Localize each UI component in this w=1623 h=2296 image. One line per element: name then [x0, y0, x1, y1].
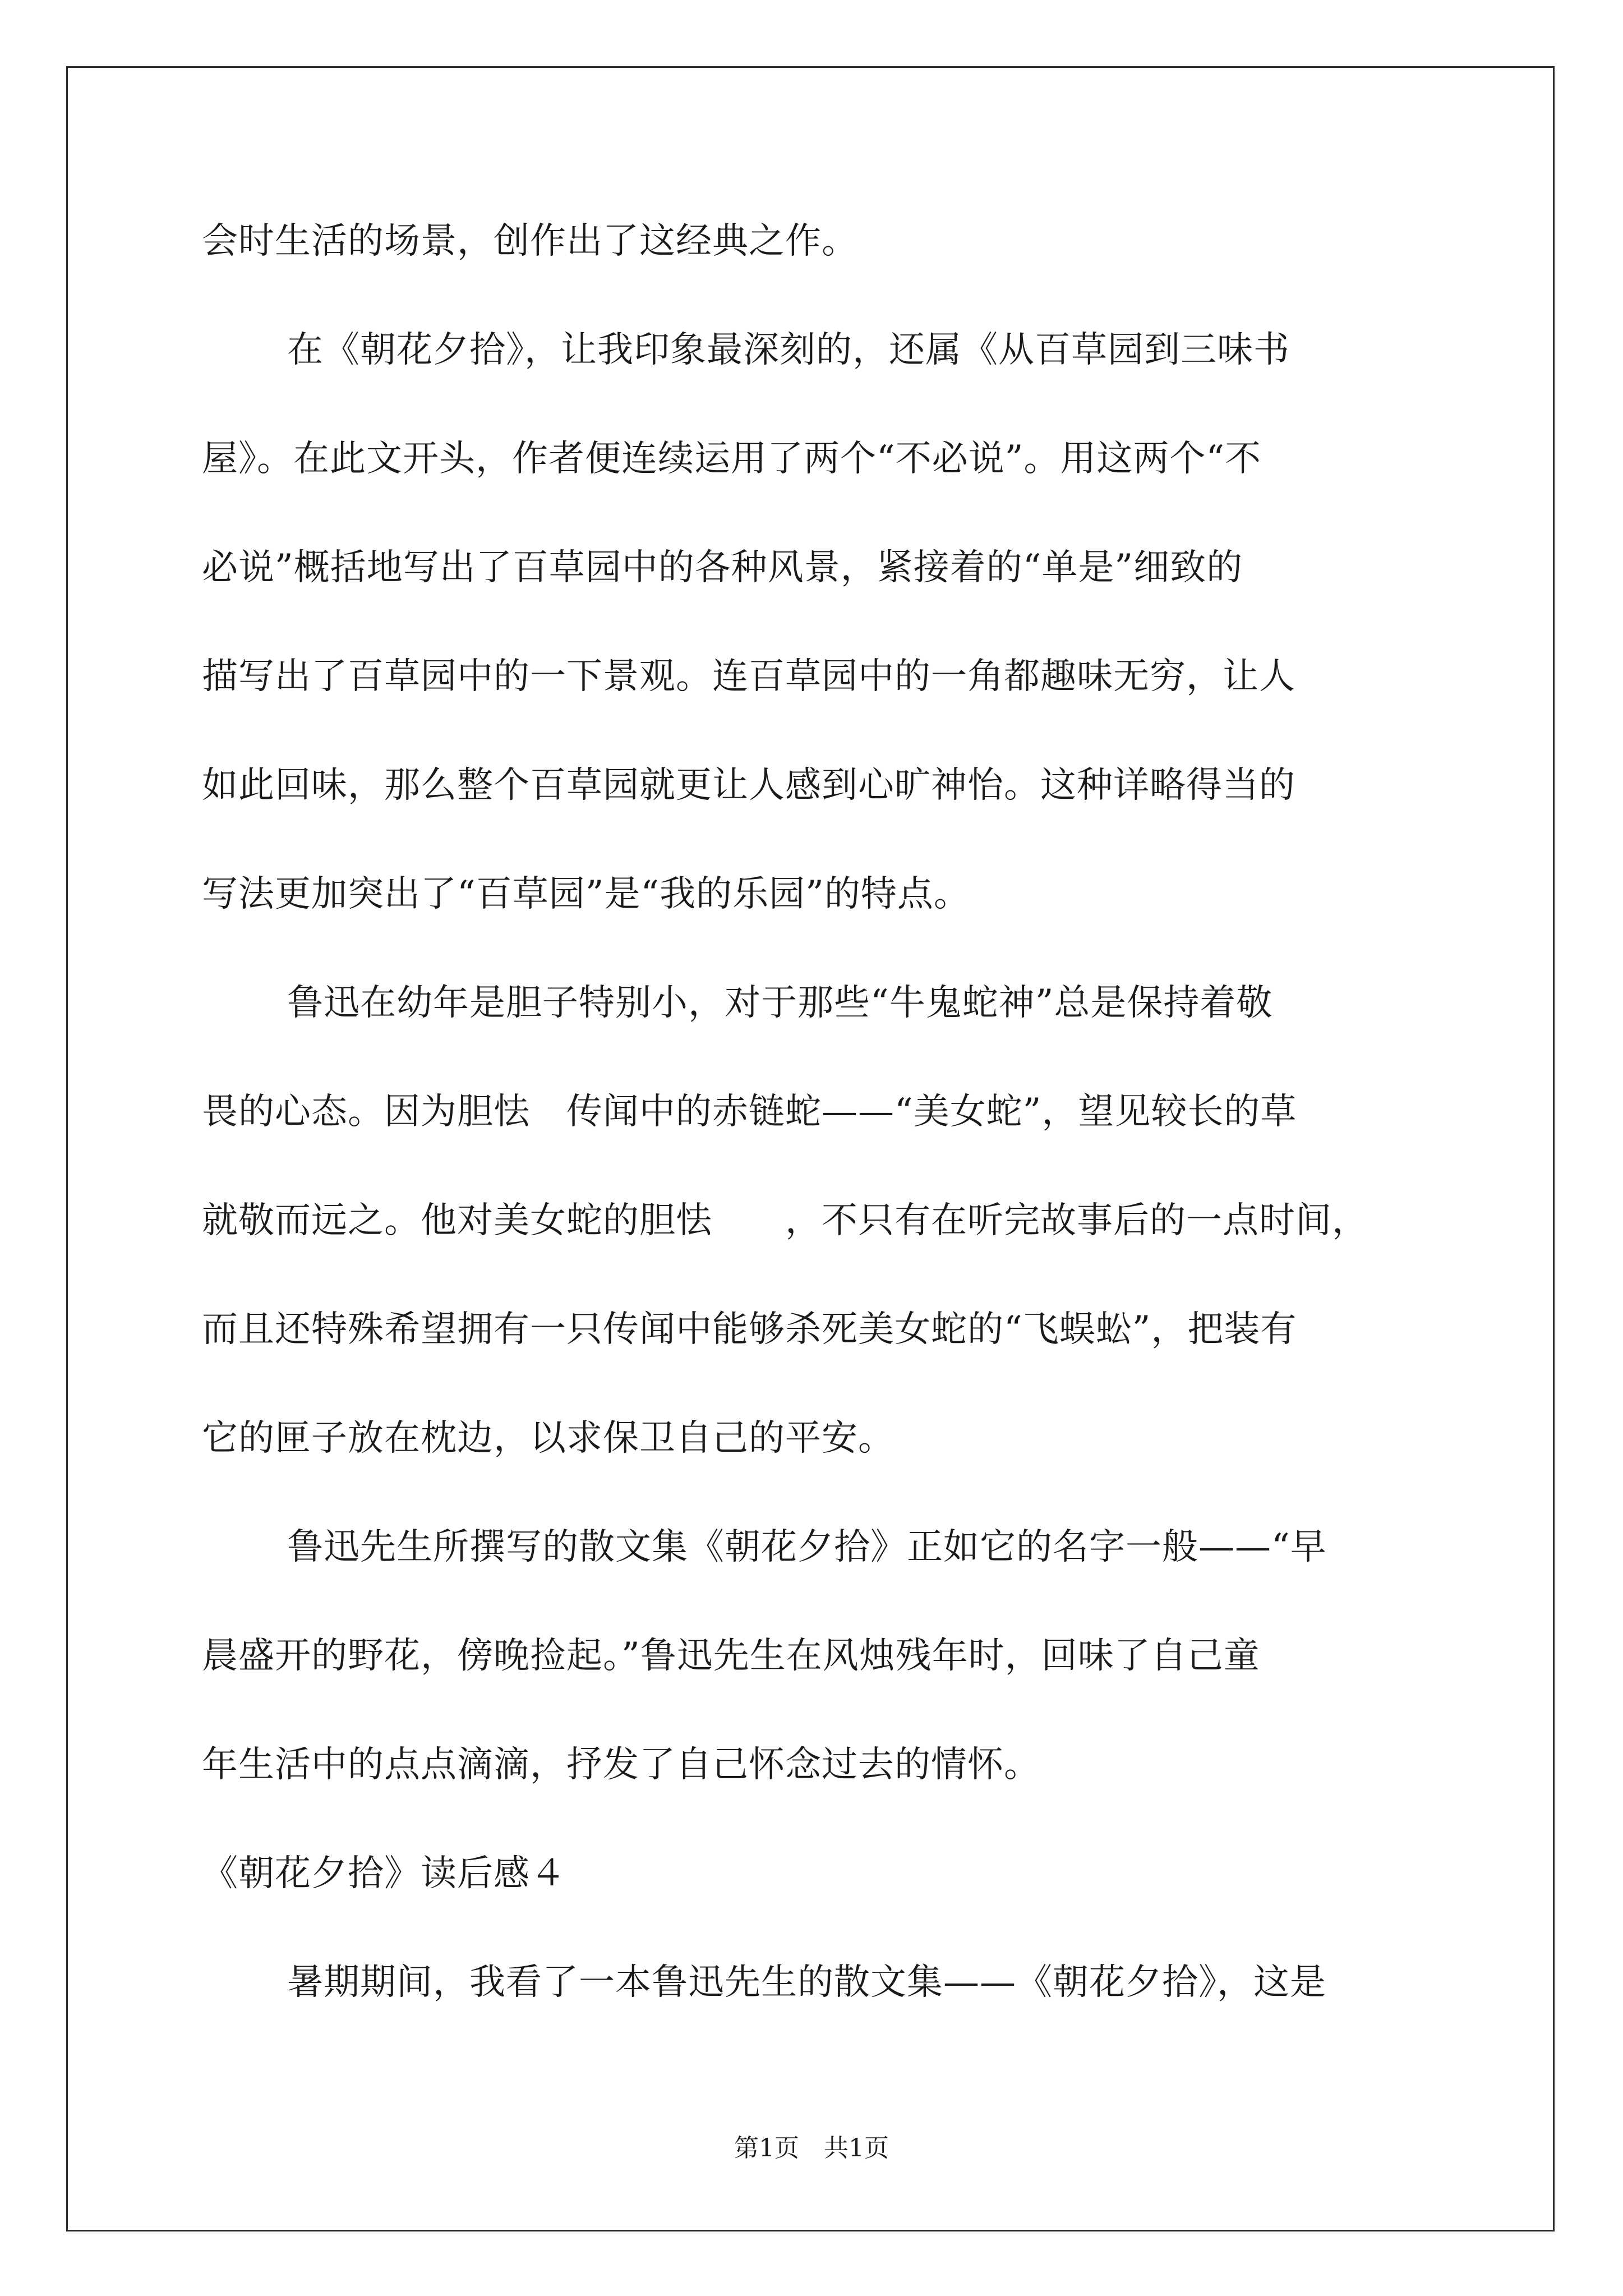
text-line: 年生活中的点点滴滴，抒发了自己怀念过去的情怀。 — [202, 1744, 1040, 1786]
text-line: 写法更加突出了“百草园”是“我的乐园”的特点。 — [202, 873, 970, 915]
text-line: 屋》。在此文开头，作者便连续运用了两个“不必说”。用这两个“不 — [202, 438, 1262, 480]
text-line: 会时生活的场景，创作出了这经典之作。 — [202, 220, 858, 262]
paragraph-start: 鲁迅先生所撰写的散文集《朝花夕拾》正如它的名字一般——“早 — [287, 1526, 1327, 1568]
text-line: 就敬而远之。他对美女蛇的胆怯 ，不只有在听完故事后的一点时间， — [202, 1200, 1368, 1241]
paragraph-start: 在《朝花夕拾》，让我印象最深刻的，还属《从百草园到三味书 — [287, 329, 1290, 371]
paragraph-start: 暑期期间，我看了一本鲁迅先生的散文集——《朝花夕拾》，这是 — [287, 1962, 1326, 2003]
section-heading: 《朝花夕拾》读后感４ — [202, 1853, 566, 1894]
text-line: 必说”概括地写出了百草园中的各种风景，紧接着的“单是”细致的 — [202, 547, 1243, 588]
text-line: 如此回味，那么整个百草园就更让人感到心旷神怡。这种详略得当的 — [202, 765, 1295, 806]
document-body — [202, 208, 1430, 2058]
text-line: 畏的心态。因为胆怯 传闻中的赤链蛇——“美女蛇”，望见较长的草 — [202, 1091, 1297, 1133]
page-number: 第1页 共1页 — [734, 2134, 889, 2162]
text-line: 描写出了百草园中的一下景观。连百草园中的一角都趣味无穷，让人 — [202, 656, 1295, 697]
text-line: 晨盛开的野花，傍晚捡起。”鲁迅先生在风烛残年时，回味了自己童 — [202, 1635, 1260, 1677]
text-line: 而且还特殊希望拥有一只传闻中能够杀死美女蛇的“飞蜈蚣”，把装有 — [202, 1309, 1297, 1350]
paragraph-start: 鲁迅在幼年是胆子特别小，对于那些“牛鬼蛇神”总是保持着敬 — [287, 982, 1273, 1024]
text-line: 它的匣子放在枕边，以求保卫自己的平安。 — [202, 1418, 895, 1459]
